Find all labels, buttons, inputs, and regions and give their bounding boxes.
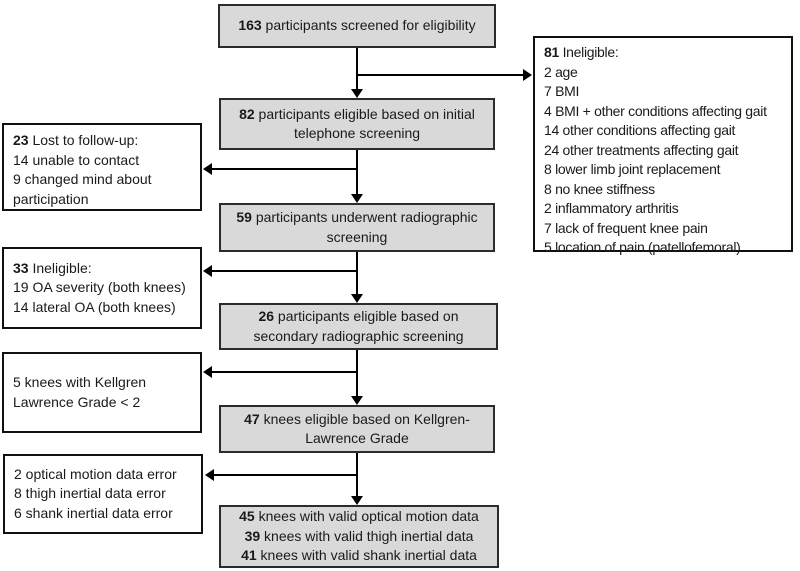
count: 45 — [239, 508, 255, 525]
label: participants screened for eligibility — [261, 17, 476, 34]
box-line — [13, 259, 191, 279]
arrow-right-icon — [523, 69, 532, 81]
box-telephone-eligible — [219, 98, 495, 150]
connector-line — [211, 168, 357, 170]
arrow-down-icon — [351, 89, 363, 98]
box-line: 2 inflammatory arthritis — [544, 200, 679, 216]
box-line: 14 other conditions affecting gait — [544, 122, 736, 138]
label: participants eligible based on secondary radiographic screening — [253, 308, 464, 344]
arrow-down-icon — [351, 194, 363, 203]
box-line — [225, 105, 489, 144]
count: 59 — [236, 209, 252, 225]
connector-line — [356, 150, 358, 195]
box-line: 6 shank inertial data error — [14, 504, 173, 521]
box-line — [241, 546, 477, 566]
connector-line — [356, 350, 358, 397]
box-radiographic-screening — [219, 203, 495, 252]
box-line: 24 other treatments affecting gait — [544, 141, 739, 158]
count: 82 — [239, 105, 255, 122]
box-line: 14 lateral OA (both knees) — [13, 298, 176, 315]
box-line: 7 lack of frequent knee pain — [544, 219, 708, 236]
box-line — [245, 527, 474, 547]
count: 26 — [258, 308, 275, 324]
box-line: 7 BMI — [544, 83, 580, 99]
box-kellgren-eligible — [219, 405, 495, 453]
connector-line — [211, 371, 357, 373]
label: Ineligible: — [28, 259, 92, 276]
connector-line — [357, 74, 524, 76]
connector-line — [356, 48, 358, 90]
label: Lost to follow-up: — [28, 132, 139, 148]
arrow-left-icon — [205, 469, 214, 481]
box-ineligible-telephone — [533, 36, 793, 255]
box-line: 8 lower limb joint replacement — [544, 161, 721, 177]
box-line: 8 no knee stiffness — [544, 180, 655, 197]
arrow-down-icon — [351, 396, 363, 405]
count: 41 — [241, 547, 257, 564]
label: participants eligible based on initial telephone screening — [254, 105, 475, 141]
box-valid-data — [219, 505, 499, 568]
box-line — [239, 507, 479, 527]
arrow-down-icon — [351, 496, 363, 505]
box-line — [238, 16, 475, 36]
box-line — [544, 43, 782, 63]
box-line: 2 age — [544, 63, 578, 80]
box-lost-to-followup — [2, 123, 202, 211]
count: 23 — [13, 132, 29, 148]
connector-line — [213, 474, 357, 476]
box-line: 8 thigh inertial data error — [14, 485, 166, 502]
label: participants underwent radiographic screening — [251, 209, 478, 245]
box-data-errors — [3, 454, 203, 534]
count: 47 — [244, 410, 260, 427]
arrow-left-icon — [203, 366, 212, 378]
box-secondary-eligible — [219, 303, 498, 350]
label: knees eligible based on Kellgren-Lawrence Grade — [259, 410, 470, 446]
connector-line — [211, 270, 357, 272]
box-screened — [218, 4, 496, 48]
box-line — [225, 307, 492, 346]
label: knees with valid optical motion data — [254, 508, 479, 525]
count: 81 — [544, 44, 559, 60]
box-line: 4 BMI + other conditions affecting gait — [544, 102, 767, 119]
box-line: 5 location of pain (patellofemoral) — [544, 239, 741, 255]
box-line: 9 changed mind about participation — [13, 171, 152, 207]
box-line: 5 knees with Kellgren Lawrence Grade < 2 — [13, 374, 147, 410]
box-line — [225, 208, 489, 247]
label: knees with valid thigh inertial data — [260, 527, 474, 544]
arrow-left-icon — [203, 163, 212, 175]
box-line: 19 OA severity (both knees) — [13, 279, 186, 296]
connector-line — [356, 252, 358, 295]
count: 163 — [238, 17, 262, 34]
box-line — [225, 410, 489, 449]
box-ineligible-radiographic — [2, 247, 202, 329]
count: 39 — [244, 527, 261, 544]
box-kellgren-excluded — [2, 352, 202, 433]
label: Ineligible: — [558, 44, 619, 60]
arrow-left-icon — [203, 265, 212, 277]
box-line: 14 unable to contact — [13, 151, 140, 168]
box-line: 2 optical motion data error — [14, 465, 177, 482]
box-line — [13, 131, 191, 151]
count: 33 — [13, 259, 29, 276]
arrow-down-icon — [351, 294, 363, 303]
label: knees with valid shank inertial data — [256, 547, 477, 564]
